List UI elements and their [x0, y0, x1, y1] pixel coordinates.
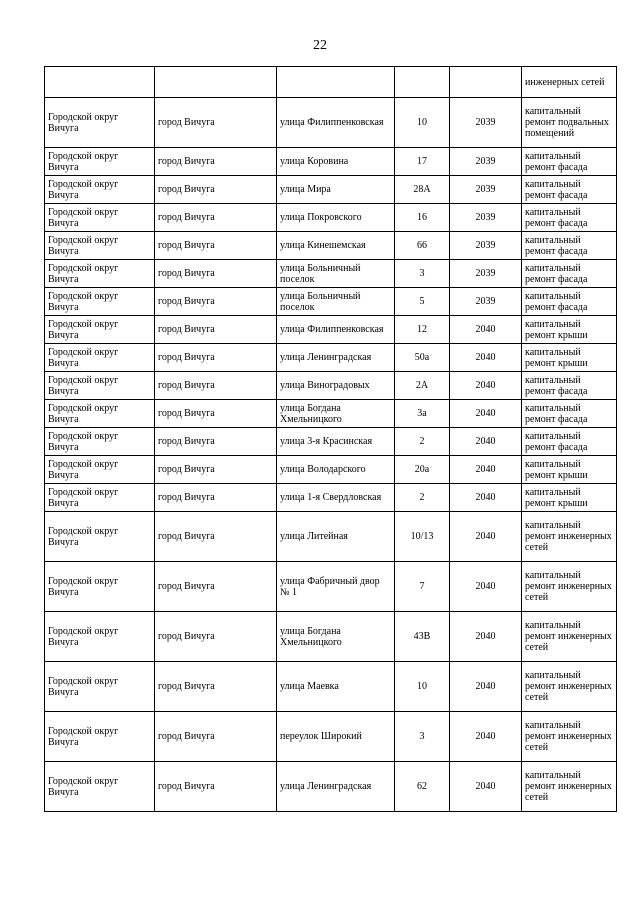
cell-okrug: Городской округ Вичуга [45, 762, 155, 812]
cell-okrug: Городской округ Вичуга [45, 260, 155, 288]
cell-work: капитальный ремонт крыши [522, 456, 617, 484]
cell-street [277, 67, 395, 98]
cell-year: 2039 [450, 288, 522, 316]
cell-okrug: Городской округ Вичуга [45, 288, 155, 316]
table-row [45, 260, 617, 288]
cell-city [155, 67, 277, 98]
cell-year: 2040 [450, 562, 522, 612]
cell-house: 2 [395, 484, 450, 512]
table-row [45, 204, 617, 232]
cell-okrug: Городской округ Вичуга [45, 98, 155, 148]
cell-street: улица 1-я Свердловская [277, 484, 395, 512]
cell-year: 2040 [450, 712, 522, 762]
cell-house: 2А [395, 372, 450, 400]
cell-year: 2040 [450, 344, 522, 372]
cell-work: капитальный ремонт инженерных сетей [522, 762, 617, 812]
cell-work: капитальный ремонт крыши [522, 316, 617, 344]
cell-house: 66 [395, 232, 450, 260]
table-row [45, 512, 617, 562]
cell-okrug: Городской округ Вичуга [45, 512, 155, 562]
cell-house: 5 [395, 288, 450, 316]
cell-okrug: Городской округ Вичуга [45, 562, 155, 612]
cell-okrug: Городской округ Вичуга [45, 712, 155, 762]
cell-okrug: Городской округ Вичуга [45, 232, 155, 260]
cell-street: улица 3-я Красинская [277, 428, 395, 456]
cell-city: город Вичуга [155, 232, 277, 260]
cell-work: капитальный ремонт фасада [522, 372, 617, 400]
cell-city: город Вичуга [155, 316, 277, 344]
cell-house: 10 [395, 98, 450, 148]
cell-okrug: Городской округ Вичуга [45, 612, 155, 662]
cell-year: 2039 [450, 260, 522, 288]
cell-work: капитальный ремонт крыши [522, 344, 617, 372]
cell-work: капитальный ремонт инженерных сетей [522, 612, 617, 662]
cell-house: 43В [395, 612, 450, 662]
page-number: 22 [313, 38, 327, 53]
cell-okrug: Городской округ Вичуга [45, 372, 155, 400]
cell-year: 2040 [450, 372, 522, 400]
table-row [45, 176, 617, 204]
cell-okrug: Городской округ Вичуга [45, 484, 155, 512]
cell-work: капитальный ремонт инженерных сетей [522, 512, 617, 562]
cell-street: улица Литейная [277, 512, 395, 562]
cell-work: капитальный ремонт крыши [522, 484, 617, 512]
cell-street: улица Ленинградская [277, 762, 395, 812]
table-row [45, 662, 617, 712]
cell-year: 2040 [450, 612, 522, 662]
cell-house: 3 [395, 712, 450, 762]
cell-city: город Вичуга [155, 456, 277, 484]
cell-year: 2039 [450, 148, 522, 176]
cell-okrug: Городской округ Вичуга [45, 316, 155, 344]
cell-okrug: Городской округ Вичуга [45, 176, 155, 204]
cell-work: капитальный ремонт фасада [522, 260, 617, 288]
cell-year: 2040 [450, 762, 522, 812]
cell-work: капитальный ремонт фасада [522, 204, 617, 232]
cell-house: 20а [395, 456, 450, 484]
cell-okrug: Городской округ Вичуга [45, 400, 155, 428]
table-row [45, 762, 617, 812]
cell-city: город Вичуга [155, 762, 277, 812]
cell-year: 2040 [450, 662, 522, 712]
cell-okrug: Городской округ Вичуга [45, 148, 155, 176]
cell-city: город Вичуга [155, 148, 277, 176]
table-row [45, 612, 617, 662]
table-body [45, 67, 617, 812]
table-row [45, 288, 617, 316]
table-row [45, 98, 617, 148]
cell-house: 10/13 [395, 512, 450, 562]
table-row [45, 344, 617, 372]
table-row [45, 400, 617, 428]
cell-city: город Вичуга [155, 344, 277, 372]
table-row [45, 484, 617, 512]
cell-house: 62 [395, 762, 450, 812]
cell-year: 2040 [450, 456, 522, 484]
table-row [45, 428, 617, 456]
cell-year: 2040 [450, 512, 522, 562]
cell-street: улица Ленинградская [277, 344, 395, 372]
cell-work: капитальный ремонт фасада [522, 288, 617, 316]
table-row [45, 562, 617, 612]
cell-year: 2040 [450, 428, 522, 456]
cell-year [450, 67, 522, 98]
cell-city: город Вичуга [155, 612, 277, 662]
continuation-row [45, 67, 617, 98]
table-row [45, 232, 617, 260]
cell-okrug: Городской округ Вичуга [45, 428, 155, 456]
cell-street: улица Кинешемская [277, 232, 395, 260]
repair-schedule-table [44, 66, 617, 812]
cell-year: 2040 [450, 316, 522, 344]
table-row [45, 148, 617, 176]
cell-house: 17 [395, 148, 450, 176]
cell-work: капитальный ремонт фасада [522, 400, 617, 428]
table-row [45, 316, 617, 344]
cell-city: город Вичуга [155, 288, 277, 316]
cell-street: улица Филиппенковская [277, 316, 395, 344]
cell-city: город Вичуга [155, 662, 277, 712]
cell-city: город Вичуга [155, 372, 277, 400]
cell-city: город Вичуга [155, 98, 277, 148]
cell-work: капитальный ремонт фасада [522, 428, 617, 456]
cell-work: капитальный ремонт фасада [522, 232, 617, 260]
cell-house: 50а [395, 344, 450, 372]
cell-street: улица Богдана Хмельницкого [277, 612, 395, 662]
table-row [45, 712, 617, 762]
cell-street: улица Больничный поселок [277, 260, 395, 288]
cell-year: 2039 [450, 232, 522, 260]
cell-okrug: Городской округ Вичуга [45, 204, 155, 232]
cell-okrug [45, 67, 155, 98]
cell-work: капитальный ремонт фасада [522, 176, 617, 204]
cell-house: 28А [395, 176, 450, 204]
cell-house: 3 [395, 260, 450, 288]
cell-city: город Вичуга [155, 400, 277, 428]
cell-house: 16 [395, 204, 450, 232]
cell-year: 2040 [450, 400, 522, 428]
cell-city: город Вичуга [155, 260, 277, 288]
cell-house: 3а [395, 400, 450, 428]
cell-street: улица Виноградовых [277, 372, 395, 400]
cell-street: улица Маевка [277, 662, 395, 712]
cell-house: 12 [395, 316, 450, 344]
cell-work: капитальный ремонт инженерных сетей [522, 712, 617, 762]
cell-work: инженерных сетей [522, 67, 617, 98]
cell-okrug: Городской округ Вичуга [45, 456, 155, 484]
cell-street: улица Богдана Хмельницкого [277, 400, 395, 428]
cell-city: город Вичуга [155, 484, 277, 512]
cell-work: капитальный ремонт фасада [522, 148, 617, 176]
cell-okrug: Городской округ Вичуга [45, 662, 155, 712]
cell-city: город Вичуга [155, 204, 277, 232]
cell-city: город Вичуга [155, 512, 277, 562]
cell-year: 2039 [450, 204, 522, 232]
cell-year: 2039 [450, 98, 522, 148]
cell-work: капитальный ремонт инженерных сетей [522, 662, 617, 712]
cell-house [395, 67, 450, 98]
cell-street: улица Фабричный двор № 1 [277, 562, 395, 612]
cell-street: улица Филиппенковская [277, 98, 395, 148]
cell-street: улица Покровского [277, 204, 395, 232]
cell-street: улица Мира [277, 176, 395, 204]
table-row [45, 456, 617, 484]
cell-city: город Вичуга [155, 428, 277, 456]
cell-house: 7 [395, 562, 450, 612]
cell-year: 2039 [450, 176, 522, 204]
cell-work: капитальный ремонт инженерных сетей [522, 562, 617, 612]
cell-street: улица Коровина [277, 148, 395, 176]
cell-city: город Вичуга [155, 176, 277, 204]
cell-year: 2040 [450, 484, 522, 512]
cell-street: улица Больничный поселок [277, 288, 395, 316]
table-row [45, 372, 617, 400]
cell-okrug: Городской округ Вичуга [45, 344, 155, 372]
cell-house: 10 [395, 662, 450, 712]
cell-city: город Вичуга [155, 562, 277, 612]
cell-street: переулок Широкий [277, 712, 395, 762]
cell-street: улица Володарского [277, 456, 395, 484]
cell-city: город Вичуга [155, 712, 277, 762]
cell-house: 2 [395, 428, 450, 456]
cell-work: капитальный ремонт подвальных помещений [522, 98, 617, 148]
